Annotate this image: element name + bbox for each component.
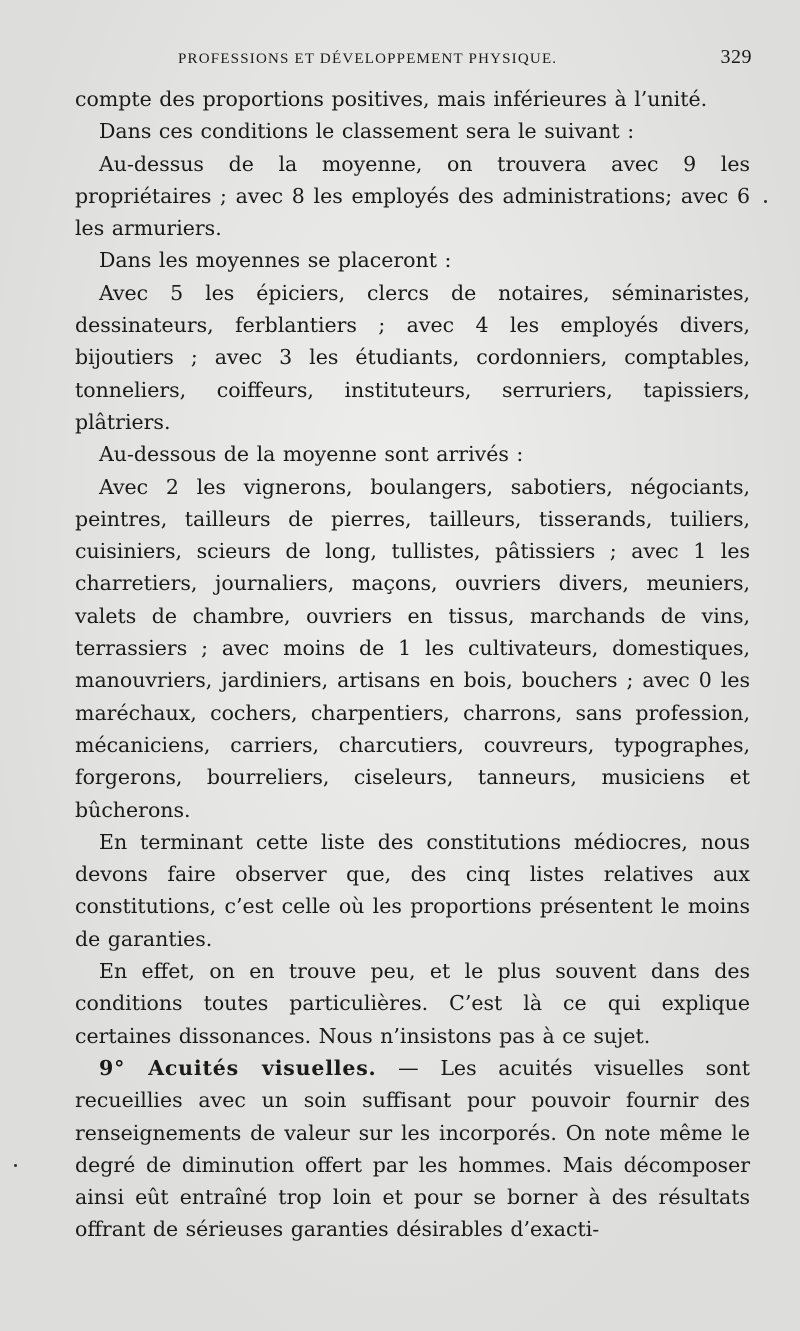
paragraph-au-dessous-list: Avec 2 les vignerons, boulangers, sabotiers, négociants, peintres, tailleurs de pierres, tailleurs, tisserands, tuiliers, cuisiniers, scieurs de long, tullistes, pâtissiers ; avec 1 les charretiers, journaliers, maçons, ouvriers divers, meuniers, valets de chambre, ouvriers en tissus, marchands de vins, terrassiers ; avec moins de 1 les cultivateurs, domestiques, manouvriers, jardiniers, artisans en bois, bouchers ; avec 0 les maréchaux, cochers, charpentiers, charrons, sans profession, mécaniciens, carriers, charcutiers, couvreurs, typographes, forgerons, bourreliers, ciseleurs, tanneurs, musiciens et bûcherons.: [75, 474, 750, 822]
margin-speck: [14, 1164, 17, 1167]
paragraph-classement: Dans ces conditions le classement sera le suivant :: [99, 119, 635, 144]
paragraph-au-dessus: Au-dessus de la moyenne, on trouvera avec 9 les propriétaires ; avec 8 les employés des administrations; avec 6 les armuriers.: [75, 151, 750, 241]
section-heading: 9° Acuités visuelles.: [99, 1055, 377, 1080]
paragraph-en-effet: En effet, on en trouve peu, et le plus souvent dans des conditions toutes particulières. C’est là ce qui explique certaines dissonances. Nous n’insistons pas à ce sujet.: [75, 959, 750, 1048]
running-head: [178, 46, 752, 70]
running-title: PROFESSIONS ET DÉVELOPPEMENT PHYSIQUE.: [178, 51, 558, 67]
margin-speck: [764, 200, 767, 203]
body-text: [75, 83, 750, 1246]
page-number: 329: [720, 46, 752, 68]
paragraph-continuation: compte des proportions positives, mais inférieures à l’unité.: [75, 87, 708, 111]
paragraph-moyennes-heading: Dans les moyennes se placeront :: [99, 248, 452, 273]
section-text: — Les acuités visuelles sont recueillies avec un soin suffisant pour pouvoir fournir des renseignements de valeur sur les incorporés. On note même le degré de diminution offert par les hommes. Mais décomposer ainsi eût entraîné trop loin et pour se borner à des résultats offrant de sérieuses garanties désirables d’exacti-: [75, 1055, 750, 1242]
paragraph-au-dessous-heading: Au-dessous de la moyenne sont arrivés :: [99, 442, 524, 467]
paragraph-en-terminant: En terminant cette liste des constitutions médiocres, nous devons faire observer que, des cinq listes relatives aux constitutions, c’est celle où les proportions présentent le moins de garanties.: [75, 829, 750, 951]
paragraph-acuites-visuelles: [75, 1052, 750, 1246]
paragraph-moyennes-list: Avec 5 les épiciers, clercs de notaires, séminaristes, dessinateurs, ferblantiers ; avec 4 les employés divers, bijoutiers ; avec 3 les étudiants, cordonniers, comptables, tonneliers, coiffeurs, instituteurs, serruriers, tapissiers, plâtriers.: [75, 280, 750, 434]
